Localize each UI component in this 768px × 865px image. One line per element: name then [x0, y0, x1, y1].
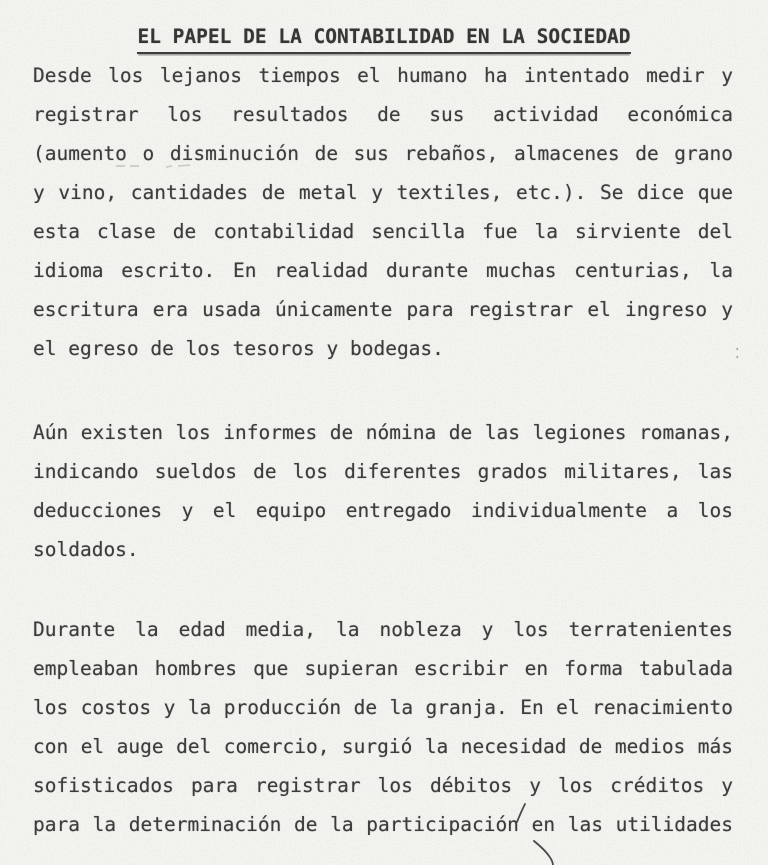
text-line: escritura era usada únicamente para registrar el ingreso y	[33, 298, 733, 321]
text-line: deducciones y el equipo entregado individualmente a los	[33, 499, 733, 522]
text-line: empleaban hombres que supieran escribir en forma tabulada	[33, 657, 733, 680]
paragraph	[33, 413, 733, 569]
text-line: y vino, cantidades de metal y textiles, etc.). Se dice que	[33, 181, 733, 204]
title-underlined-text: EL PAPEL DE LA CONTABILIDAD EN LA SOCIEDAD	[137, 25, 630, 54]
text-line: para la determinación de la participación en las utilidades	[33, 813, 733, 836]
paragraph	[33, 56, 733, 368]
text-line: con el auge del comercio, surgió la necesidad de medios más	[33, 735, 733, 758]
scan-speckle	[737, 348, 738, 358]
pen-mark-curve	[534, 841, 553, 865]
text-line: Durante la edad media, la nobleza y los terratenientes	[33, 618, 733, 641]
document-body	[33, 56, 733, 844]
text-line: el egreso de los tesoros y bodegas.	[33, 337, 444, 360]
text-line: soldados.	[33, 538, 139, 561]
text-line: registrar los resultados de sus actividad económica	[33, 103, 733, 126]
text-line: indicando sueldos de los diferentes grados militares, las	[33, 460, 733, 483]
paragraph	[33, 610, 733, 844]
document-title	[0, 0, 768, 56]
text-line: esta clase de contabilidad sencilla fue la sirviente del	[33, 220, 733, 243]
text-line: (aumento o disminución de sus rebaños, almacenes de grano	[33, 142, 733, 165]
text-line: los costos y la producción de la granja. En el renacimiento	[33, 696, 733, 719]
text-line: Aún existen los informes de nómina de las legiones romanas,	[33, 421, 733, 444]
text-line: Desde los lejanos tiempos el humano ha intentado medir y	[33, 64, 733, 87]
text-line: idioma escrito. En realidad durante muchas centurias, la	[33, 259, 733, 282]
text-line: sofisticados para registrar los débitos y los créditos y	[33, 774, 733, 797]
